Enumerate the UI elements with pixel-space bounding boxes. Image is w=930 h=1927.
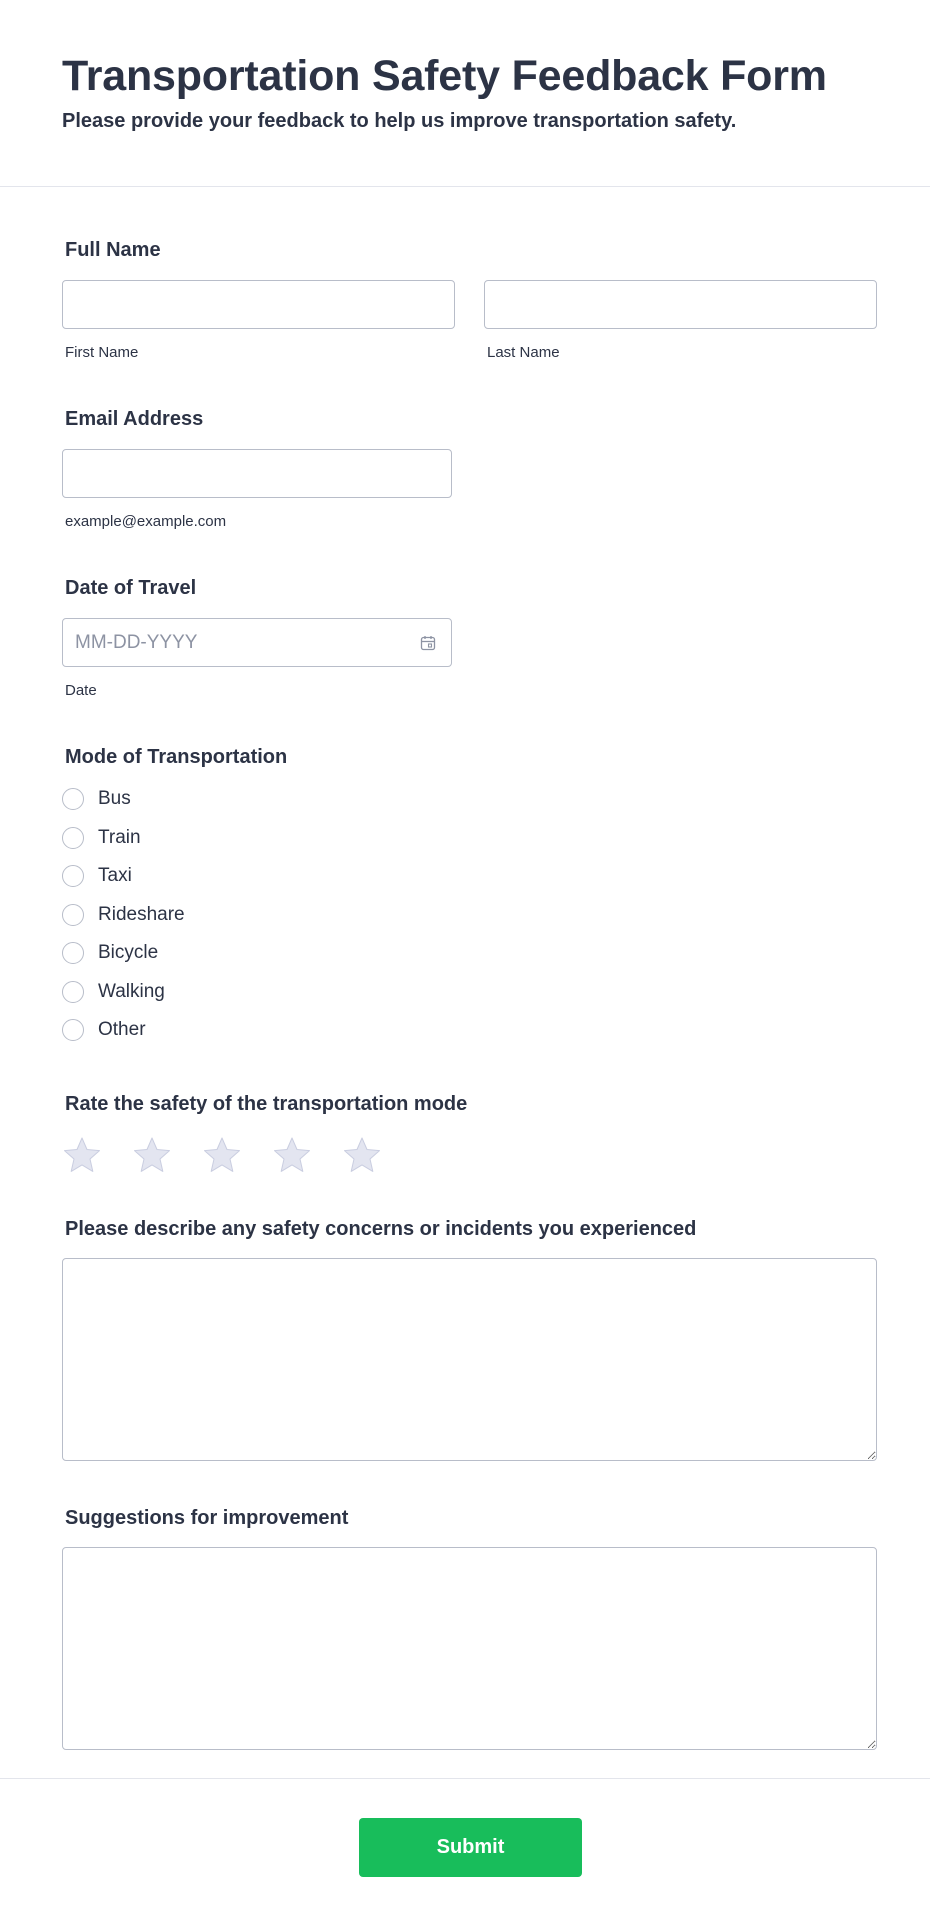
radio-option-label: Bicycle [98,942,159,963]
radio-option[interactable] [62,940,158,966]
radio-option[interactable] [62,786,131,812]
radio-circle[interactable] [62,942,84,964]
star-icon[interactable] [272,1135,312,1175]
radio-option-label: Train [98,826,141,848]
mode-label: Mode of Transportation [65,746,288,768]
radio-option-label: Rideshare [98,903,185,925]
date-input[interactable] [62,618,452,667]
suggestions-textarea[interactable] [62,1547,877,1750]
form-title: Transportation Safety Feedback Form [62,52,827,100]
radio-circle[interactable] [62,827,84,849]
radio-option-label: Taxi [98,865,132,886]
suggestions-label: Suggestions for improvement [65,1507,349,1529]
form-footer [0,1778,930,1927]
radio-option[interactable] [62,979,165,1005]
form-subtitle: Please provide your feedback to help us improve transportation safety. [62,110,737,132]
star-icon[interactable] [62,1135,102,1175]
email-label: Email Address [65,408,204,430]
date-sublabel: Date [65,682,97,699]
radio-circle[interactable] [62,981,84,1003]
calendar-icon[interactable] [420,635,436,651]
last-name-input[interactable] [484,280,877,329]
star-icon[interactable] [342,1135,382,1175]
concerns-textarea[interactable] [62,1258,877,1461]
email-input[interactable] [62,449,452,498]
radio-circle[interactable] [62,788,84,810]
star-icon[interactable] [132,1135,172,1175]
concerns-label: Please describe any safety concerns or incidents you experienced [65,1218,697,1240]
radio-option[interactable] [62,863,132,889]
radio-option[interactable] [62,1017,146,1043]
date-label: Date of Travel [65,577,197,599]
radio-option-label: Other [98,1019,146,1040]
submit-button[interactable]: Submit [359,1818,582,1877]
form-body [0,187,930,1777]
email-sublabel: example@example.com [65,513,227,530]
last-name-sublabel: Last Name [487,344,560,361]
star-icon[interactable] [202,1135,242,1175]
radio-option[interactable] [62,825,141,851]
first-name-sublabel: First Name [65,344,139,361]
star-rating [62,1135,412,1175]
radio-option[interactable] [62,902,185,928]
radio-circle[interactable] [62,904,84,926]
first-name-input[interactable] [62,280,455,329]
radio-option-label: Walking [98,980,165,1002]
form-header [0,0,930,187]
radio-option-label: Bus [98,788,131,809]
radio-circle[interactable] [62,1019,84,1041]
rating-label: Rate the safety of the transportation mode [65,1093,468,1115]
radio-circle[interactable] [62,865,84,887]
full-name-label: Full Name [65,239,161,261]
